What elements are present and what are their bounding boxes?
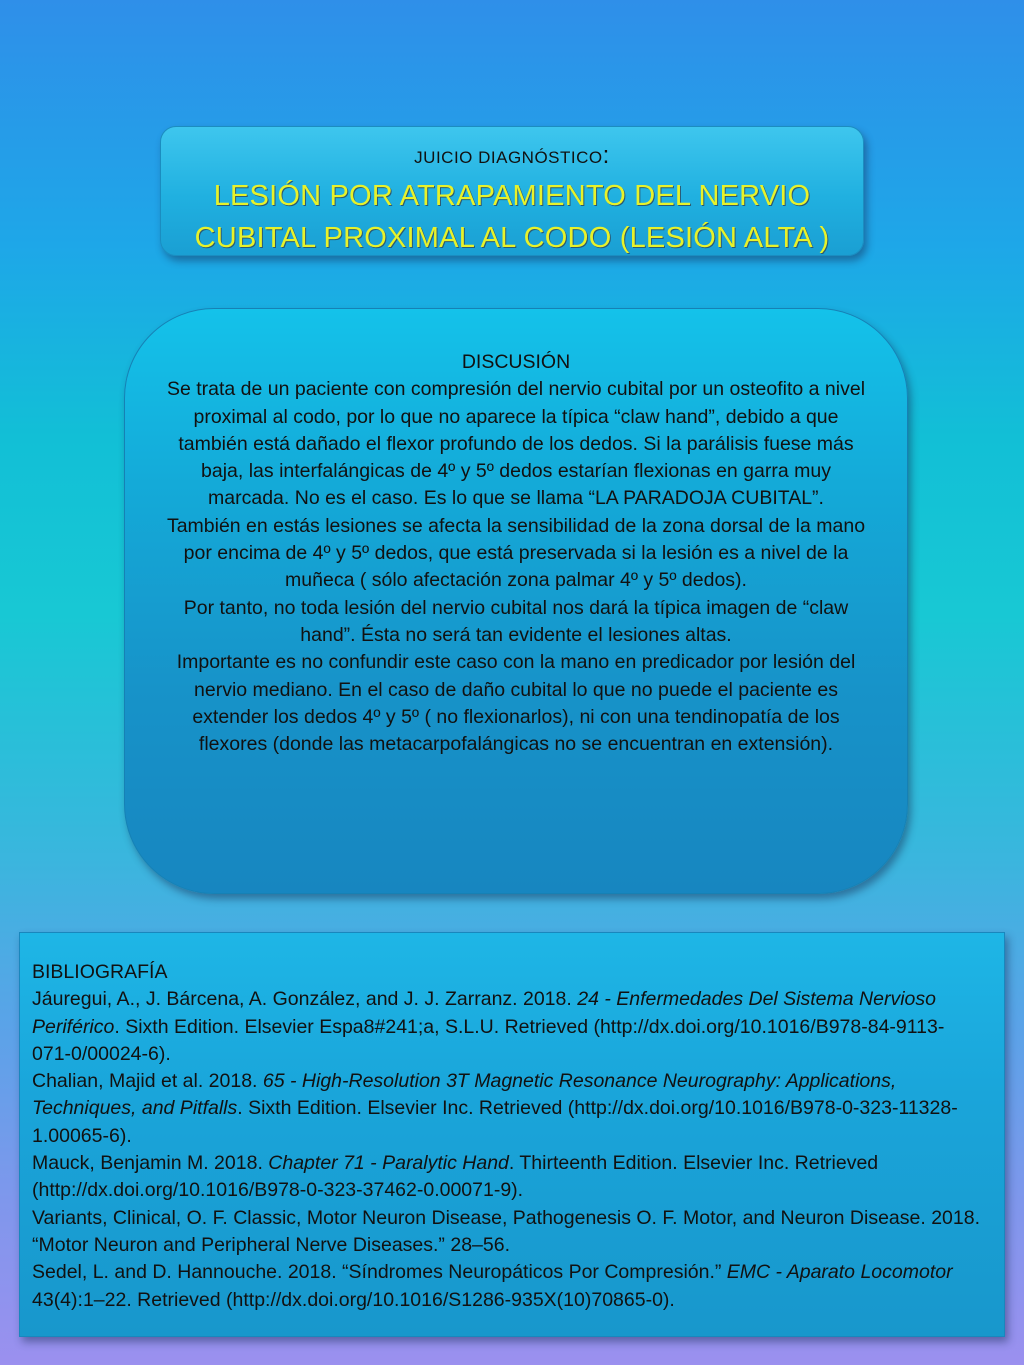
diagnosis-kicker-colon: : — [602, 142, 610, 169]
diagnosis-title-box — [160, 126, 864, 256]
discussion-paragraph-4: Importante es no confundir este caso con la mano en predicador por lesión del nervio mediano. En el caso de daño cubital lo que no puede el paciente es extender los dedos 4º y 5º ( no flexionarlos), ni con una tendinopatía de los flexores (donde las metacarpofalángicas no se encuentran en extensión). — [176, 651, 856, 756]
bibliography-entry — [32, 986, 982, 1068]
bibliography-entry — [32, 1068, 982, 1150]
entry-title: EMC - Aparato Locomotor — [726, 1261, 953, 1284]
entry-text: Jáuregui, A., J. Bárcena, A. González, and J. J. Zarranz. 2018. — [32, 988, 578, 1011]
discussion-paragraph-1: Se trata de un paciente con compresión del nervio cubital por un osteofito a nivel proximal al codo, por lo que no aparece la típica “claw hand”, debido a que también está dañado el flexor profundo de los dedos. Si la parálisis fuese más baja, las interfalángicas de 4º y 5º dedos estarían flexionas en garra muy marcada. No es el caso. Es lo que se llama “LA PARADOJA CUBITAL”. — [166, 378, 866, 510]
entry-text: . Sixth Edition. Elsevier Inc. Retrieved (http://dx.doi.org/10.1016/B978-0-323-11328-1.00065-6). — [32, 1097, 958, 1147]
bibliography-heading: BIBLIOGRAFÍA — [32, 961, 168, 983]
bibliography-box — [19, 932, 1005, 1337]
entry-text: Chalian, Majid et al. 2018. — [32, 1070, 263, 1093]
bibliography-entry — [32, 1150, 982, 1205]
bibliography-entry — [32, 1205, 982, 1260]
diagnosis-kicker-text: JUICIO DIAGNÓSTICO — [414, 148, 603, 167]
entry-title: Chapter 71 - Paralytic Hand — [268, 1152, 509, 1175]
entry-text: . Thirteenth Edition. Elsevier Inc. Retrieved (http://dx.doi.org/10.1016/B978-0-323-37462-0.00071-9). — [32, 1152, 879, 1202]
entry-text: . Sixth Edition. Elsevier Espa8#241;a, S.L.U. Retrieved (http://dx.doi.org/10.1016/B978-84-9113-071-0/00024-6). — [32, 1015, 945, 1065]
entry-title: 65 - High-Resolution 3T Magnetic Resonance Neurography: Applications, Techniques, and Pitfalls — [32, 1070, 897, 1120]
diagnosis-title-line-2: CUBITAL PROXIMAL AL CODO (LESIÓN ALTA ) — [194, 222, 830, 254]
discussion-paragraph-2: También en estás lesiones se afecta la sensibilidad de la zona dorsal de la mano por encima de 4º y 5º dedos, que está preservada si la lesión es a nivel de la muñeca ( sólo afectación zona palmar 4º y 5º dedos). — [166, 514, 866, 592]
entry-text: Variants, Clinical, O. F. Classic, Motor Neuron Disease, Pathogenesis O. F. Motor, and Neuron Disease. 2018. “Motor Neuron and Peripheral Nerve Diseases.” 28–56. — [32, 1206, 980, 1256]
bibliography-entry — [32, 1259, 982, 1314]
entry-text: 43(4):1–22. Retrieved (http://dx.doi.org/10.1016/S1286-935X(10)70865-0). — [32, 1288, 675, 1311]
entry-title: 24 - Enfermedades Del Sistema Nervioso Periférico — [32, 988, 936, 1038]
entry-text: Mauck, Benjamin M. 2018. — [32, 1152, 269, 1175]
diagnosis-title — [161, 175, 863, 259]
discussion-paragraph-3: Por tanto, no toda lesión del nervio cubital nos dará la típica imagen de “claw hand”. Ésta no será tan evidente el lesiones altas. — [183, 596, 849, 646]
discussion-box — [124, 308, 908, 894]
diagnosis-kicker — [161, 142, 863, 169]
diagnosis-title-line-1: LESIÓN POR ATRAPAMIENTO DEL NERVIO — [213, 180, 811, 212]
entry-text: Sedel, L. and D. Hannouche. 2018. “Síndromes Neuropáticos Por Compresión.” — [32, 1261, 727, 1284]
discussion-heading: DISCUSIÓN — [461, 351, 571, 373]
